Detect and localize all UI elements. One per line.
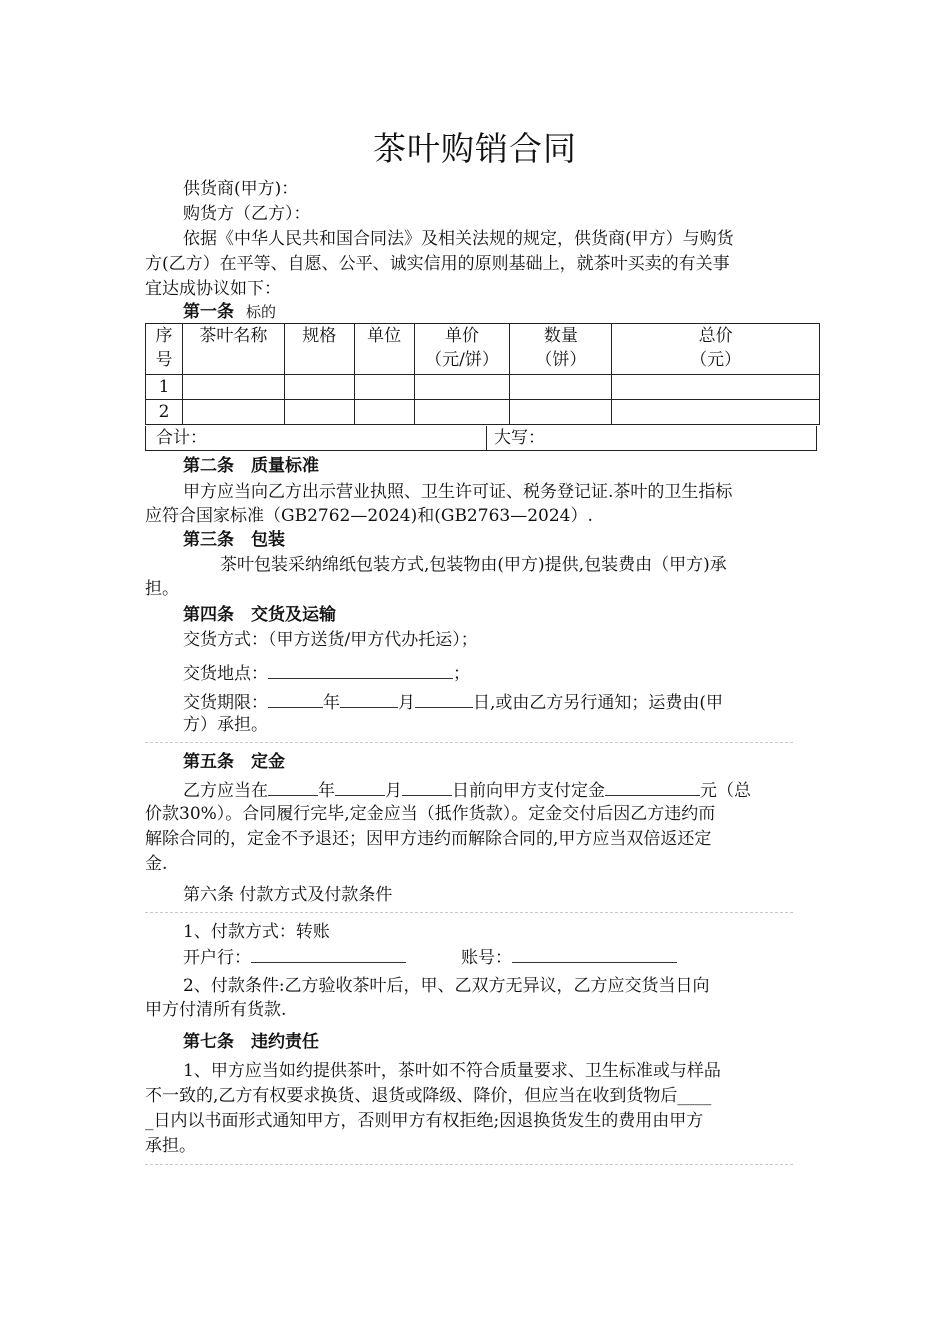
article-3-line-1: 茶叶包装采纳绵纸包装方式,包装物由(甲方)提供,包装费由（甲方)承 xyxy=(220,555,727,575)
delivery-method: 交货方式：（甲方送货/甲方代办托运）； xyxy=(183,630,478,650)
delivery-year-blank[interactable] xyxy=(268,689,323,708)
section-divider xyxy=(145,742,793,743)
header-spec: 规格 xyxy=(284,324,354,375)
article-6-heading: 第六条 付款方式及付款条件 xyxy=(183,885,393,905)
section-divider xyxy=(145,1164,793,1165)
article-2-line-1: 甲方应当向乙方出示营业执照、卫生许可证、税务登记证.茶叶的卫生指标 xyxy=(183,482,733,502)
table-cell[interactable] xyxy=(510,375,612,400)
bank-account-line xyxy=(183,944,810,970)
goods-table xyxy=(145,323,820,425)
intro-line-2: 方(乙方）在平等、自愿、公平、诚实信用的原则基础上，就茶叶买卖的有关事 xyxy=(145,254,730,274)
article-7-line-2: 不一致的,乙方有权要求换货、退货或降级、降价，但应当在收到货物后____ xyxy=(145,1086,712,1106)
delivery-period-label: 交货期限： xyxy=(183,693,268,713)
article-1-title: 第一条 xyxy=(183,302,234,322)
article-7-line-4: 承担。 xyxy=(145,1136,196,1156)
table-cell: 1 xyxy=(146,375,183,400)
total-label: 合计： xyxy=(156,428,207,448)
header-unit: 单位 xyxy=(354,324,414,375)
article-7-line-3: _日内以书面形式通知甲方，否则甲方有权拒绝;因退换货发生的费用由甲方 xyxy=(145,1111,704,1131)
bank-label: 开户行： xyxy=(183,948,251,968)
header-total-price: 总价 （元） xyxy=(612,324,820,375)
deposit-amount-blank[interactable] xyxy=(605,777,700,796)
header-serial: 序 号 xyxy=(146,324,183,375)
deposit-day-blank[interactable] xyxy=(402,777,452,796)
header-quantity: 数量 （饼） xyxy=(510,324,612,375)
intro-line-3: 宜达成协议如下： xyxy=(145,279,281,299)
article-7-heading: 第七条 违约责任 xyxy=(183,1032,319,1052)
table-cell[interactable] xyxy=(354,375,414,400)
intro-line-1: 依据《中华人民共和国合同法》及相关法规的规定，供货商(甲方）与购货 xyxy=(183,229,734,249)
table-cell[interactable] xyxy=(182,375,284,400)
table-cell[interactable] xyxy=(510,400,612,425)
table-header-row xyxy=(146,324,820,375)
table-cell[interactable] xyxy=(414,400,510,425)
delivery-day-blank[interactable] xyxy=(415,689,473,708)
article-5-line-4: 金. xyxy=(145,854,168,874)
payment-condition-line-2: 甲方付清所有货款. xyxy=(145,1000,287,1020)
account-blank[interactable] xyxy=(512,944,677,963)
header-tea-name: 茶叶名称 xyxy=(182,324,284,375)
capital-amount-label: 大写： xyxy=(494,428,545,448)
article-3-line-2: 担。 xyxy=(145,579,179,599)
account-label: 账号： xyxy=(461,948,512,968)
article-5-line-2: 价款30%）。合同履行完毕,定金应当（抵作货款）。定金交付后因乙方违约而 xyxy=(145,804,716,824)
table-row xyxy=(146,375,820,400)
article-5-line-3: 解除合同的，定金不予退还；因甲方违约而解除合同的,甲方应当双倍返还定 xyxy=(145,829,712,849)
table-total-row xyxy=(145,426,817,451)
deposit-month-blank[interactable] xyxy=(335,777,385,796)
article-2-heading: 第二条 质量标准 xyxy=(183,456,319,476)
article-7-line-1: 1、甲方应当如约提供茶叶，茶叶如不符合质量要求、卫生标准或与样品 xyxy=(183,1061,721,1081)
delivery-place-label: 交货地点： xyxy=(183,664,268,684)
article-1-heading xyxy=(183,300,810,324)
article-5-line-1: 乙方应当在 年 月 日前向甲方支付定金 元（总 xyxy=(183,777,810,803)
delivery-period-line: 交货期限： 年 月 日,或由乙方另行通知；运费由(甲 xyxy=(183,689,810,715)
payment-condition-line-1: 2、付款条件:乙方验收茶叶后，甲、乙双方无异议，乙方应交货当日向 xyxy=(183,976,710,996)
table-cell[interactable] xyxy=(612,400,820,425)
table-cell: 2 xyxy=(146,400,183,425)
section-divider xyxy=(145,912,793,913)
table-row xyxy=(146,400,820,425)
supplier-line: 供货商(甲方)： xyxy=(183,179,299,199)
article-1-subject: 标的 xyxy=(246,303,277,321)
delivery-place-line: 交货地点： ； xyxy=(183,660,810,686)
table-cell[interactable] xyxy=(182,400,284,425)
article-4-heading: 第四条 交货及运输 xyxy=(183,605,336,625)
bank-blank[interactable] xyxy=(251,944,406,963)
delivery-place-blank[interactable] xyxy=(268,660,453,679)
article-2-line-2: 应符合国家标准（GB2762—2024)和(GB2763—2024）. xyxy=(145,506,593,526)
total-divider xyxy=(486,426,487,450)
table-cell[interactable] xyxy=(414,375,510,400)
article-3-heading: 第三条 包装 xyxy=(183,530,285,550)
document-title: 茶叶购销合同 xyxy=(373,129,577,168)
deposit-year-blank[interactable] xyxy=(268,777,318,796)
payment-method: 1、付款方式：转账 xyxy=(183,922,330,942)
table-cell[interactable] xyxy=(354,400,414,425)
header-unit-price: 单价 （元/饼） xyxy=(414,324,510,375)
buyer-line: 购货方（乙方）： xyxy=(183,204,311,224)
table-cell[interactable] xyxy=(284,400,354,425)
article-5-heading: 第五条 定金 xyxy=(183,752,285,772)
delivery-period-line-2: 方）承担。 xyxy=(183,715,268,735)
table-cell[interactable] xyxy=(612,375,820,400)
delivery-month-blank[interactable] xyxy=(340,689,398,708)
table-cell[interactable] xyxy=(284,375,354,400)
